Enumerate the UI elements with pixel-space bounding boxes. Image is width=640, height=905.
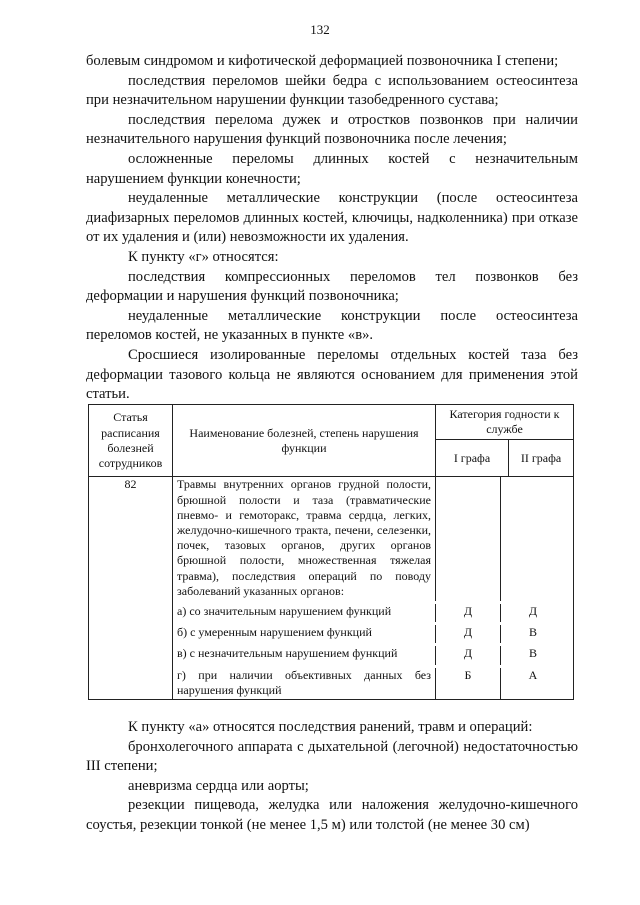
header-article: Статья расписания болезней сотрудников — [89, 405, 173, 477]
paragraph: К пункту «а» относятся последствия ранений, травм и операций: — [128, 719, 533, 735]
subitem-row — [173, 665, 573, 699]
subitem-g1: Д — [436, 604, 501, 622]
paragraph: резекции пищевода, желудка или наложения желудочно-кишечного соустья, резекции тонкой (не менее 1,5 м) или толстой (не менее 30 см) — [86, 797, 578, 833]
col2-spacer — [501, 477, 565, 601]
row-description: Травмы внутренних органов грудной полости, брюшной полости и таза (травматические пневмо- и гемоторакс, травма сердца, легких, желудочно-кишечного тракта, печени, селезенки, почек, тазовых органов, других органов брюшной полости, множественная тяжелая травма), последствия операций по поводу заболеваний указанных органов: — [177, 477, 431, 598]
col1-spacer — [436, 477, 501, 601]
subitem-g2: Д — [528, 604, 538, 619]
subitem-g1: Б — [436, 668, 501, 699]
subitem-g2: А — [528, 667, 538, 682]
description-column — [173, 477, 436, 601]
subitem-label: в) с незначительным нарушением функций — [173, 646, 436, 664]
table-header-row — [89, 405, 574, 440]
subitem-g1: Д — [436, 625, 501, 643]
subitem-label: б) с умеренным нарушением функций — [173, 625, 436, 643]
paragraph: болевым синдромом и кифотической деформацией позвоночника I степени; — [86, 53, 559, 69]
header-col1: I графа — [436, 440, 509, 477]
subitem-label: а) со значительным нарушением функций — [173, 604, 436, 622]
header-name: Наименование болезней, степень нарушения функции — [173, 405, 436, 477]
header-col2: II графа — [509, 440, 574, 477]
paragraph: осложненные переломы длинных костей с незначительным нарушением функции конечности; — [86, 150, 578, 187]
subitem-row — [173, 601, 573, 622]
subitem-row — [173, 643, 573, 664]
paragraph: неудаленные металлические конструкции (после остеосинтеза диафизарных переломов длинных костей, ключицы, надколенника) при отказе от их удаления и (или) невозможности их удаления. — [86, 190, 578, 246]
paragraph: неудаленные металлические конструкции после остеосинтеза переломов костей, не указанных в пункте «в». — [86, 307, 578, 344]
top-text-block — [86, 52, 578, 405]
paragraph: бронхолегочного аппарата с дыхательной (легочной) недостаточностью III степени; — [86, 738, 578, 775]
table-row — [89, 477, 574, 700]
paragraph: Сросшиеся изолированные переломы отдельных костей таза без деформации тазового кольца не являются основанием для применения этой статьи. — [86, 346, 578, 403]
row-content — [173, 477, 574, 700]
paragraph: последствия перелома дужек и отростков позвонков при наличии незначительного нарушения функций позвоночника после лечения; — [86, 111, 578, 148]
paragraph: К пункту «г» относятся: — [128, 248, 279, 265]
bottom-text-block — [86, 718, 578, 836]
subitem-g2: В — [528, 646, 537, 661]
fitness-category-table — [88, 404, 574, 700]
header-category: Категория годности к службе — [436, 405, 574, 440]
paragraph: последствия компрессионных переломов тел позвонков без деформации и нарушения функций позвоночника; — [86, 268, 578, 305]
paragraph: аневризма сердца или аорты; — [128, 777, 309, 794]
paragraph: последствия переломов шейки бедра с использованием остеосинтеза при незначительном нарушении функции тазобедренного сустава; — [86, 72, 578, 109]
article-number: 82 — [89, 477, 173, 700]
subitem-g1: Д — [436, 646, 501, 664]
subitem-row — [173, 622, 573, 643]
subitems — [173, 601, 573, 699]
subitem-label: г) при наличии объективных данных без нарушения функций — [173, 668, 436, 699]
subitem-g2: В — [528, 625, 537, 640]
page-number: 132 — [310, 22, 330, 37]
